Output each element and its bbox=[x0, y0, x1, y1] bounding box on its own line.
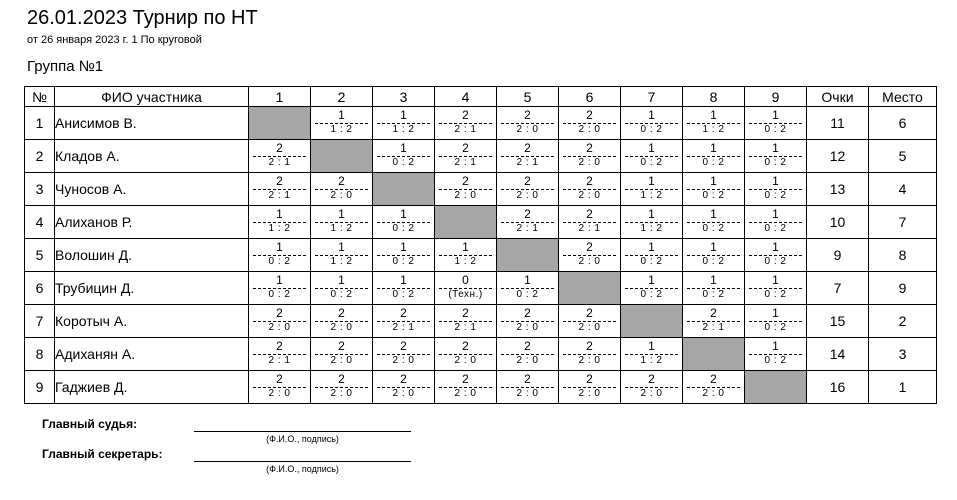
match-result-cell bbox=[435, 371, 497, 404]
match-result-cell bbox=[683, 305, 745, 338]
match-result-cell bbox=[311, 206, 373, 239]
match-result-cell bbox=[621, 206, 683, 239]
match-result-cell bbox=[311, 173, 373, 206]
match-points: 1 bbox=[648, 141, 655, 155]
match-points: 1 bbox=[710, 174, 717, 188]
match-points: 2 bbox=[338, 372, 345, 386]
self-match-cell bbox=[559, 272, 621, 305]
match-score: 2 : 1 bbox=[516, 157, 539, 168]
total-points: 7 bbox=[807, 272, 869, 305]
match-result-cell bbox=[559, 371, 621, 404]
match-result-cell bbox=[311, 305, 373, 338]
match-score: 2 : 1 bbox=[454, 157, 477, 168]
final-place: 4 bbox=[869, 173, 937, 206]
match-points: 1 bbox=[648, 240, 655, 254]
match-points: 1 bbox=[338, 273, 345, 287]
match-result-cell bbox=[373, 140, 435, 173]
match-result-cell bbox=[683, 239, 745, 272]
participant-number: 8 bbox=[25, 338, 55, 371]
match-score: 0 : 2 bbox=[640, 157, 663, 168]
match-points: 1 bbox=[462, 240, 469, 254]
match-points: 2 bbox=[710, 306, 717, 320]
match-score: 0 : 2 bbox=[268, 256, 291, 267]
match-points: 1 bbox=[772, 141, 779, 155]
match-result-cell bbox=[745, 107, 807, 140]
match-result-cell bbox=[311, 371, 373, 404]
match-score: 0 : 2 bbox=[640, 124, 663, 135]
match-score: 2 : 0 bbox=[516, 388, 539, 399]
match-points: 2 bbox=[462, 141, 469, 155]
match-result-cell bbox=[373, 239, 435, 272]
match-score: 2 : 0 bbox=[392, 388, 415, 399]
match-points: 2 bbox=[524, 141, 531, 155]
match-score: 0 : 2 bbox=[392, 157, 415, 168]
participant-name: Кладов А. bbox=[55, 140, 249, 173]
match-points: 2 bbox=[524, 372, 531, 386]
match-points: 2 bbox=[524, 174, 531, 188]
match-result-cell bbox=[497, 338, 559, 371]
match-points: 2 bbox=[586, 141, 593, 155]
self-match-cell bbox=[435, 206, 497, 239]
match-result-cell bbox=[435, 305, 497, 338]
match-result-cell bbox=[249, 338, 311, 371]
match-score: 0 : 2 bbox=[702, 223, 725, 234]
match-score: 1 : 2 bbox=[330, 223, 353, 234]
match-points: 1 bbox=[400, 108, 407, 122]
match-points: 2 bbox=[524, 339, 531, 353]
match-score: 1 : 2 bbox=[330, 124, 353, 135]
match-score: 2 : 1 bbox=[702, 322, 725, 333]
match-result-cell bbox=[373, 371, 435, 404]
match-score: 2 : 1 bbox=[268, 190, 291, 201]
match-result-cell bbox=[559, 206, 621, 239]
column-header-opponent: 5 bbox=[497, 87, 559, 107]
table-row bbox=[25, 239, 937, 272]
match-points: 2 bbox=[462, 108, 469, 122]
match-score: 0 : 2 bbox=[764, 223, 787, 234]
match-points: 2 bbox=[710, 372, 717, 386]
column-header-place: Место bbox=[869, 87, 937, 107]
match-result-cell bbox=[745, 206, 807, 239]
match-score: 2 : 0 bbox=[268, 388, 291, 399]
match-result-cell bbox=[249, 140, 311, 173]
match-points: 1 bbox=[772, 240, 779, 254]
table-row bbox=[25, 338, 937, 371]
chief-judge-hint: (Ф.И.О., подпись) bbox=[266, 434, 339, 444]
participant-name: Трубицин Д. bbox=[55, 272, 249, 305]
match-result-cell bbox=[559, 239, 621, 272]
participant-number: 1 bbox=[25, 107, 55, 140]
participant-number: 9 bbox=[25, 371, 55, 404]
self-match-cell bbox=[373, 173, 435, 206]
final-place: 5 bbox=[869, 140, 937, 173]
match-score: 1 : 2 bbox=[330, 256, 353, 267]
column-header-num: № bbox=[25, 87, 55, 107]
match-score: 2 : 1 bbox=[454, 322, 477, 333]
match-points: 1 bbox=[710, 108, 717, 122]
match-score: 0 : 2 bbox=[516, 289, 539, 300]
match-result-cell bbox=[373, 206, 435, 239]
match-result-cell bbox=[497, 272, 559, 305]
match-points: 2 bbox=[524, 108, 531, 122]
participant-name: Гаджиев Д. bbox=[55, 371, 249, 404]
match-result-cell bbox=[683, 272, 745, 305]
match-score: 2 : 0 bbox=[268, 322, 291, 333]
match-score: 2 : 0 bbox=[392, 355, 415, 366]
column-header-opponent: 9 bbox=[745, 87, 807, 107]
match-points: 0 bbox=[462, 273, 469, 287]
match-result-cell bbox=[683, 206, 745, 239]
match-score: 2 : 0 bbox=[516, 124, 539, 135]
total-points: 10 bbox=[807, 206, 869, 239]
match-score: 2 : 0 bbox=[578, 124, 601, 135]
match-score: 0 : 2 bbox=[330, 289, 353, 300]
match-result-cell bbox=[311, 272, 373, 305]
match-points: 1 bbox=[648, 174, 655, 188]
match-score: 0 : 2 bbox=[268, 289, 291, 300]
match-result-cell bbox=[373, 305, 435, 338]
match-points: 1 bbox=[648, 207, 655, 221]
match-result-cell bbox=[683, 107, 745, 140]
match-result-cell bbox=[311, 338, 373, 371]
total-points: 16 bbox=[807, 371, 869, 404]
participant-name: Анисимов В. bbox=[55, 107, 249, 140]
participant-name: Алиханов Р. bbox=[55, 206, 249, 239]
match-result-cell bbox=[435, 239, 497, 272]
match-result-cell bbox=[373, 272, 435, 305]
match-score: 2 : 0 bbox=[330, 388, 353, 399]
table-row bbox=[25, 173, 937, 206]
final-place: 3 bbox=[869, 338, 937, 371]
final-place: 7 bbox=[869, 206, 937, 239]
total-points: 15 bbox=[807, 305, 869, 338]
match-result-cell bbox=[497, 140, 559, 173]
match-score: 1 : 2 bbox=[702, 124, 725, 135]
final-place: 8 bbox=[869, 239, 937, 272]
match-result-cell bbox=[621, 338, 683, 371]
match-score: 2 : 0 bbox=[330, 190, 353, 201]
match-score: 0 : 2 bbox=[702, 256, 725, 267]
match-score: 0 : 2 bbox=[702, 289, 725, 300]
match-result-cell bbox=[497, 173, 559, 206]
match-score: 2 : 1 bbox=[578, 223, 601, 234]
self-match-cell bbox=[497, 239, 559, 272]
match-score: 2 : 0 bbox=[578, 157, 601, 168]
match-score: 0 : 2 bbox=[702, 157, 725, 168]
match-result-cell bbox=[249, 371, 311, 404]
match-result-cell bbox=[621, 239, 683, 272]
match-result-cell bbox=[745, 140, 807, 173]
final-place: 2 bbox=[869, 305, 937, 338]
document-title: 26.01.2023 Турнир по НТ bbox=[27, 7, 258, 29]
chief-secretary-hint: (Ф.И.О., подпись) bbox=[266, 464, 339, 474]
match-points: 2 bbox=[338, 306, 345, 320]
match-points: 2 bbox=[276, 372, 283, 386]
match-score: 2 : 1 bbox=[454, 124, 477, 135]
match-score: 2 : 0 bbox=[454, 355, 477, 366]
match-result-cell bbox=[745, 173, 807, 206]
participant-number: 6 bbox=[25, 272, 55, 305]
match-score: 0 : 2 bbox=[764, 355, 787, 366]
match-points: 1 bbox=[400, 240, 407, 254]
match-points: 2 bbox=[276, 306, 283, 320]
total-points: 9 bbox=[807, 239, 869, 272]
total-points: 12 bbox=[807, 140, 869, 173]
match-result-cell bbox=[435, 140, 497, 173]
participant-number: 7 bbox=[25, 305, 55, 338]
match-score: 0 : 2 bbox=[640, 289, 663, 300]
match-result-cell bbox=[621, 107, 683, 140]
match-score: 2 : 0 bbox=[578, 190, 601, 201]
table-row bbox=[25, 305, 937, 338]
match-score: 2 : 0 bbox=[578, 388, 601, 399]
match-points: 1 bbox=[338, 207, 345, 221]
table-body bbox=[25, 107, 937, 404]
match-points: 1 bbox=[710, 240, 717, 254]
match-points: 1 bbox=[338, 240, 345, 254]
match-score: 2 : 0 bbox=[578, 256, 601, 267]
total-points: 13 bbox=[807, 173, 869, 206]
document-subtitle: от 26 января 2023 г. 1 По круговой bbox=[27, 34, 202, 46]
match-points: 2 bbox=[338, 339, 345, 353]
match-score: 2 : 0 bbox=[578, 322, 601, 333]
match-result-cell bbox=[249, 206, 311, 239]
match-score: 0 : 2 bbox=[764, 289, 787, 300]
self-match-cell bbox=[311, 140, 373, 173]
match-result-cell bbox=[373, 338, 435, 371]
results-table bbox=[24, 86, 937, 404]
match-result-cell bbox=[621, 173, 683, 206]
match-result-cell bbox=[683, 371, 745, 404]
match-points: 1 bbox=[648, 108, 655, 122]
match-points: 1 bbox=[772, 339, 779, 353]
match-score: 0 : 2 bbox=[392, 256, 415, 267]
total-points: 11 bbox=[807, 107, 869, 140]
match-points: 2 bbox=[524, 207, 531, 221]
match-score: 0 : 2 bbox=[764, 322, 787, 333]
match-result-cell bbox=[497, 371, 559, 404]
match-points: 1 bbox=[772, 306, 779, 320]
match-score: 1 : 2 bbox=[640, 190, 663, 201]
match-points: 2 bbox=[524, 306, 531, 320]
match-score: 2 : 1 bbox=[268, 157, 291, 168]
match-result-cell bbox=[249, 305, 311, 338]
match-score: 1 : 2 bbox=[268, 223, 291, 234]
match-result-cell bbox=[435, 272, 497, 305]
participant-name: Чуносов А. bbox=[55, 173, 249, 206]
match-points: 1 bbox=[524, 273, 531, 287]
match-points: 2 bbox=[648, 372, 655, 386]
match-result-cell bbox=[559, 173, 621, 206]
match-score: 2 : 0 bbox=[640, 388, 663, 399]
final-place: 9 bbox=[869, 272, 937, 305]
table-row bbox=[25, 206, 937, 239]
match-result-cell bbox=[745, 272, 807, 305]
match-result-cell bbox=[373, 107, 435, 140]
match-points: 2 bbox=[462, 372, 469, 386]
match-score: 1 : 2 bbox=[454, 256, 477, 267]
match-score: 1 : 2 bbox=[392, 124, 415, 135]
match-points: 2 bbox=[462, 339, 469, 353]
match-points: 2 bbox=[400, 372, 407, 386]
table-row bbox=[25, 107, 937, 140]
match-points: 2 bbox=[276, 174, 283, 188]
match-score: 2 : 0 bbox=[516, 190, 539, 201]
match-score: 2 : 0 bbox=[454, 388, 477, 399]
match-score: 0 : 2 bbox=[764, 124, 787, 135]
match-points: 1 bbox=[400, 141, 407, 155]
column-header-opponent: 1 bbox=[249, 87, 311, 107]
table-row bbox=[25, 371, 937, 404]
match-points: 2 bbox=[462, 174, 469, 188]
match-result-cell bbox=[311, 107, 373, 140]
match-points: 2 bbox=[276, 339, 283, 353]
match-result-cell bbox=[621, 272, 683, 305]
final-place: 6 bbox=[869, 107, 937, 140]
self-match-cell bbox=[621, 305, 683, 338]
match-points: 2 bbox=[586, 306, 593, 320]
match-points: 2 bbox=[338, 174, 345, 188]
column-header-opponent: 4 bbox=[435, 87, 497, 107]
match-score: 2 : 0 bbox=[702, 388, 725, 399]
self-match-cell bbox=[745, 371, 807, 404]
match-score: 0 : 2 bbox=[392, 289, 415, 300]
match-points: 2 bbox=[462, 306, 469, 320]
match-score: (Техн.) bbox=[448, 289, 483, 300]
match-result-cell bbox=[621, 140, 683, 173]
match-result-cell bbox=[559, 338, 621, 371]
group-heading: Группа №1 bbox=[27, 58, 104, 75]
match-score: 2 : 0 bbox=[516, 322, 539, 333]
participant-number: 5 bbox=[25, 239, 55, 272]
match-score: 1 : 2 bbox=[640, 223, 663, 234]
column-header-opponent: 6 bbox=[559, 87, 621, 107]
participant-number: 2 bbox=[25, 140, 55, 173]
column-header-opponent: 7 bbox=[621, 87, 683, 107]
match-points: 1 bbox=[648, 339, 655, 353]
match-points: 2 bbox=[586, 339, 593, 353]
match-result-cell bbox=[621, 371, 683, 404]
match-result-cell bbox=[559, 140, 621, 173]
match-points: 1 bbox=[772, 273, 779, 287]
column-header-opponent: 3 bbox=[373, 87, 435, 107]
match-result-cell bbox=[435, 173, 497, 206]
match-points: 2 bbox=[586, 174, 593, 188]
participant-name: Коротыч А. bbox=[55, 305, 249, 338]
match-points: 2 bbox=[276, 141, 283, 155]
match-score: 2 : 1 bbox=[516, 223, 539, 234]
column-header-opponent: 8 bbox=[683, 87, 745, 107]
match-points: 1 bbox=[710, 207, 717, 221]
match-points: 1 bbox=[772, 207, 779, 221]
match-points: 2 bbox=[586, 240, 593, 254]
chief-judge-signature-line bbox=[194, 431, 411, 432]
match-result-cell bbox=[497, 107, 559, 140]
match-points: 1 bbox=[772, 174, 779, 188]
match-result-cell bbox=[497, 305, 559, 338]
participant-number: 4 bbox=[25, 206, 55, 239]
match-points: 2 bbox=[586, 207, 593, 221]
match-score: 2 : 1 bbox=[392, 322, 415, 333]
match-score: 0 : 2 bbox=[392, 223, 415, 234]
chief-judge-label: Главный судья: bbox=[42, 417, 138, 431]
column-header-name: ФИО участника bbox=[55, 87, 249, 107]
column-header-opponent: 2 bbox=[311, 87, 373, 107]
match-score: 2 : 0 bbox=[578, 355, 601, 366]
match-result-cell bbox=[497, 206, 559, 239]
match-points: 1 bbox=[710, 141, 717, 155]
match-score: 0 : 2 bbox=[640, 256, 663, 267]
match-points: 1 bbox=[276, 240, 283, 254]
match-points: 2 bbox=[400, 306, 407, 320]
chief-secretary-label: Главный секретарь: bbox=[42, 447, 163, 461]
match-score: 2 : 0 bbox=[330, 322, 353, 333]
match-score: 0 : 2 bbox=[702, 190, 725, 201]
match-result-cell bbox=[745, 239, 807, 272]
match-points: 1 bbox=[276, 273, 283, 287]
total-points: 14 bbox=[807, 338, 869, 371]
self-match-cell bbox=[249, 107, 311, 140]
table-header-row bbox=[25, 87, 937, 107]
table-row bbox=[25, 272, 937, 305]
match-points: 1 bbox=[648, 273, 655, 287]
match-points: 1 bbox=[276, 207, 283, 221]
table-row bbox=[25, 140, 937, 173]
match-result-cell bbox=[559, 107, 621, 140]
match-points: 2 bbox=[586, 108, 593, 122]
match-score: 0 : 2 bbox=[764, 190, 787, 201]
match-result-cell bbox=[683, 173, 745, 206]
match-points: 1 bbox=[400, 207, 407, 221]
match-result-cell bbox=[249, 272, 311, 305]
match-score: 0 : 2 bbox=[764, 157, 787, 168]
chief-secretary-signature-line bbox=[194, 461, 411, 462]
match-points: 1 bbox=[400, 273, 407, 287]
match-result-cell bbox=[745, 338, 807, 371]
match-score: 2 : 1 bbox=[268, 355, 291, 366]
match-score: 2 : 0 bbox=[454, 190, 477, 201]
match-result-cell bbox=[435, 338, 497, 371]
match-result-cell bbox=[745, 305, 807, 338]
participant-number: 3 bbox=[25, 173, 55, 206]
match-result-cell bbox=[249, 239, 311, 272]
match-result-cell bbox=[311, 239, 373, 272]
participant-name: Волошин Д. bbox=[55, 239, 249, 272]
match-score: 2 : 0 bbox=[330, 355, 353, 366]
final-place: 1 bbox=[869, 371, 937, 404]
match-result-cell bbox=[683, 140, 745, 173]
match-result-cell bbox=[559, 305, 621, 338]
self-match-cell bbox=[683, 338, 745, 371]
participant-name: Адиханян А. bbox=[55, 338, 249, 371]
match-points: 1 bbox=[338, 108, 345, 122]
match-result-cell bbox=[249, 173, 311, 206]
match-points: 2 bbox=[586, 372, 593, 386]
match-points: 1 bbox=[710, 273, 717, 287]
match-score: 1 : 2 bbox=[640, 355, 663, 366]
match-points: 1 bbox=[772, 108, 779, 122]
match-score: 2 : 0 bbox=[516, 355, 539, 366]
match-score: 0 : 2 bbox=[764, 256, 787, 267]
match-points: 2 bbox=[400, 339, 407, 353]
column-header-points: Очки bbox=[807, 87, 869, 107]
match-result-cell bbox=[435, 107, 497, 140]
